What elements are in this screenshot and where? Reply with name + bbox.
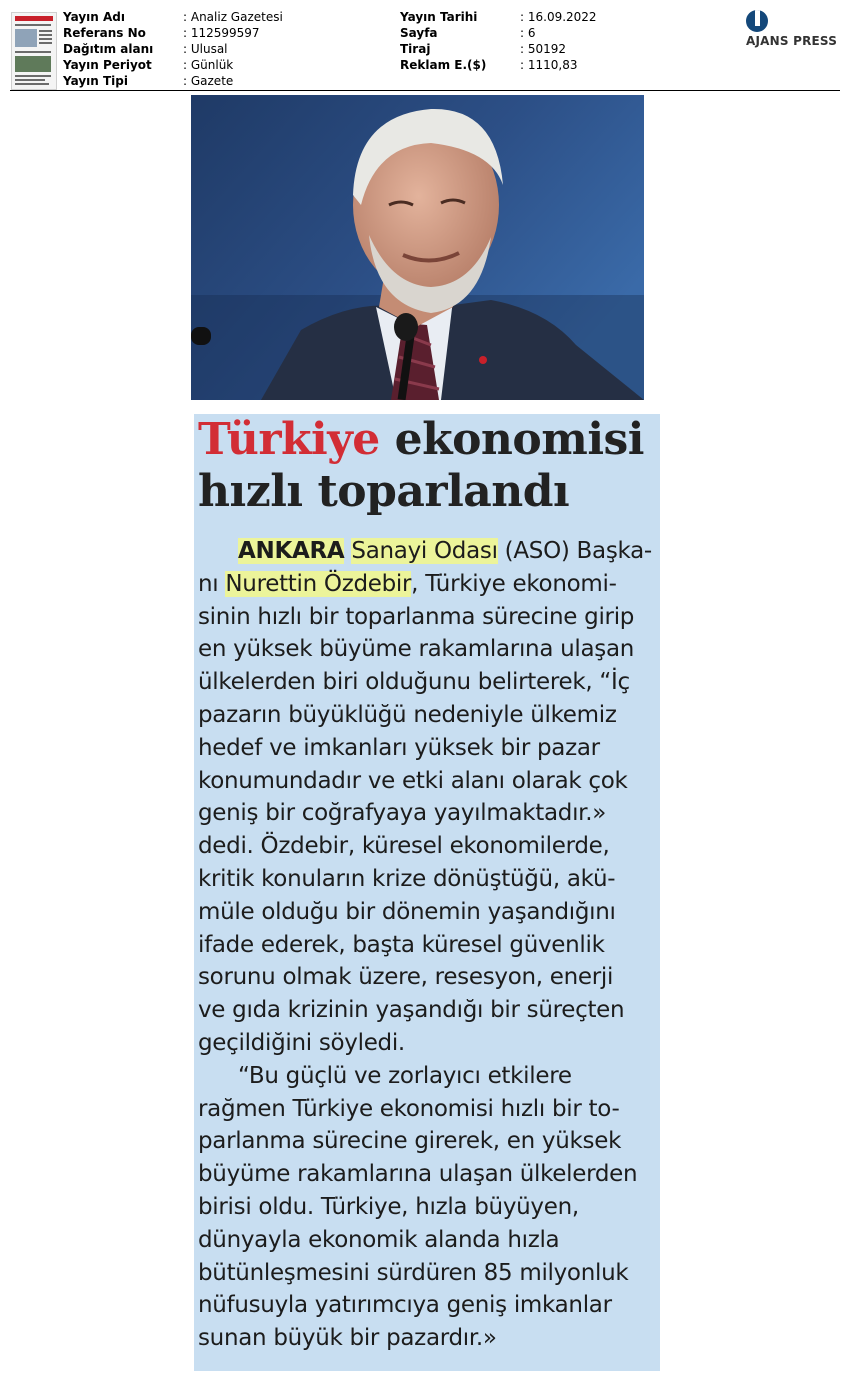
body-line: en yüksek büyüme rakamlarına ulaşan <box>198 636 635 663</box>
body-line: sinin hızlı bir toparlanma sürecine girip <box>198 603 635 630</box>
meta-left <box>63 9 283 89</box>
body-line: nüfusuyla yatırımcıya geniş imkanlar <box>198 1292 612 1319</box>
body-line: ülkelerden biri olduğunu belirterek, “İç <box>198 669 630 696</box>
body-line: pazarın büyüklüğü nedeniyle ülkemiz <box>198 701 617 728</box>
city-tag: ANKARA <box>238 538 345 564</box>
body-line: sorunu olmak üzere, resesyon, enerji <box>198 964 614 991</box>
meta-row-reference: Referans No : 112599597 <box>63 26 260 40</box>
body-line: kritik konuların krize dönüştüğü, akü- <box>198 865 616 892</box>
body-line: ANKARA Sanayi Odası (ASO) Başka- <box>238 538 652 564</box>
meta-row-distribution: Dağıtım alanı : Ulusal <box>63 42 228 56</box>
meta-row-publication: Yayın Adı : Analiz Gazetesi <box>63 10 283 24</box>
meta-row-circulation: Tiraj : 50192 <box>400 42 567 56</box>
body-line: dedi. Özdebir, küresel ekonomilerde, <box>198 833 610 860</box>
headline <box>198 414 658 518</box>
headline-line-1: Türkiye ekonomisi <box>198 414 645 465</box>
ajans-press-logo <box>744 10 840 50</box>
body-line: geniş bir coğrafyaya yayılmaktadır.» <box>198 800 606 827</box>
logo-mark-icon <box>746 10 768 32</box>
body-line: parlanma sürecine girerek, en yüksek <box>198 1128 622 1155</box>
body-line: konumundadır ve etki alanı olarak çok <box>198 767 628 794</box>
meta-row-page: Sayfa : 6 <box>400 26 536 40</box>
article-photo <box>191 95 644 400</box>
body-line: “Bu güçlü ve zorlayıcı etkilere <box>238 1062 572 1089</box>
meta-right <box>400 9 597 73</box>
body-line: ve gıda krizinin yaşandığı bir süreçten <box>198 997 625 1024</box>
meta-row-date: Yayın Tarihi : 16.09.2022 <box>400 10 597 24</box>
meta-row-type: Yayın Tipi : Gazete <box>63 74 234 88</box>
body-line: dünyayla ekonomik alanda hızla <box>198 1226 560 1253</box>
meta-row-ad-value: Reklam E.($) : 1110,83 <box>400 58 578 72</box>
body-line: rağmen Türkiye ekonomisi hızlı bir to- <box>198 1095 620 1122</box>
body-line: nı Nurettin Özdebir, Türkiye ekonomi- <box>198 570 617 597</box>
headline-line-2: hızlı toparlandı <box>198 466 570 517</box>
header-divider <box>10 90 840 91</box>
article-body <box>198 535 660 1355</box>
body-line: sunan büyük bir pazardır.» <box>198 1325 497 1352</box>
body-line: büyüme rakamlarına ulaşan ülkelerden <box>198 1161 638 1188</box>
body-line: hedef ve imkanları yüksek bir pazar <box>198 734 600 761</box>
organization-name: Sanayi Odası <box>351 538 498 564</box>
person-name: Nurettin Özdebir <box>225 570 412 597</box>
body-line: geçildiğini söyledi. <box>198 1029 405 1056</box>
meta-row-period: Yayın Periyot : Günlük <box>63 58 234 72</box>
logo-text: AJANS PRESS <box>746 34 838 48</box>
article-clipping <box>194 414 660 1371</box>
body-line: bütünleşmesini sürdüren 85 milyonluk <box>198 1259 629 1286</box>
newspaper-thumbnail <box>11 12 57 90</box>
body-line: birisi oldu. Türkiye, hızla büyüyen, <box>198 1193 579 1220</box>
body-line: ifade ederek, başta küresel güvenlik <box>198 931 605 958</box>
headline-highlight: Türkiye <box>198 414 380 465</box>
body-line: müle olduğu bir dönemin yaşandığını <box>198 898 616 925</box>
